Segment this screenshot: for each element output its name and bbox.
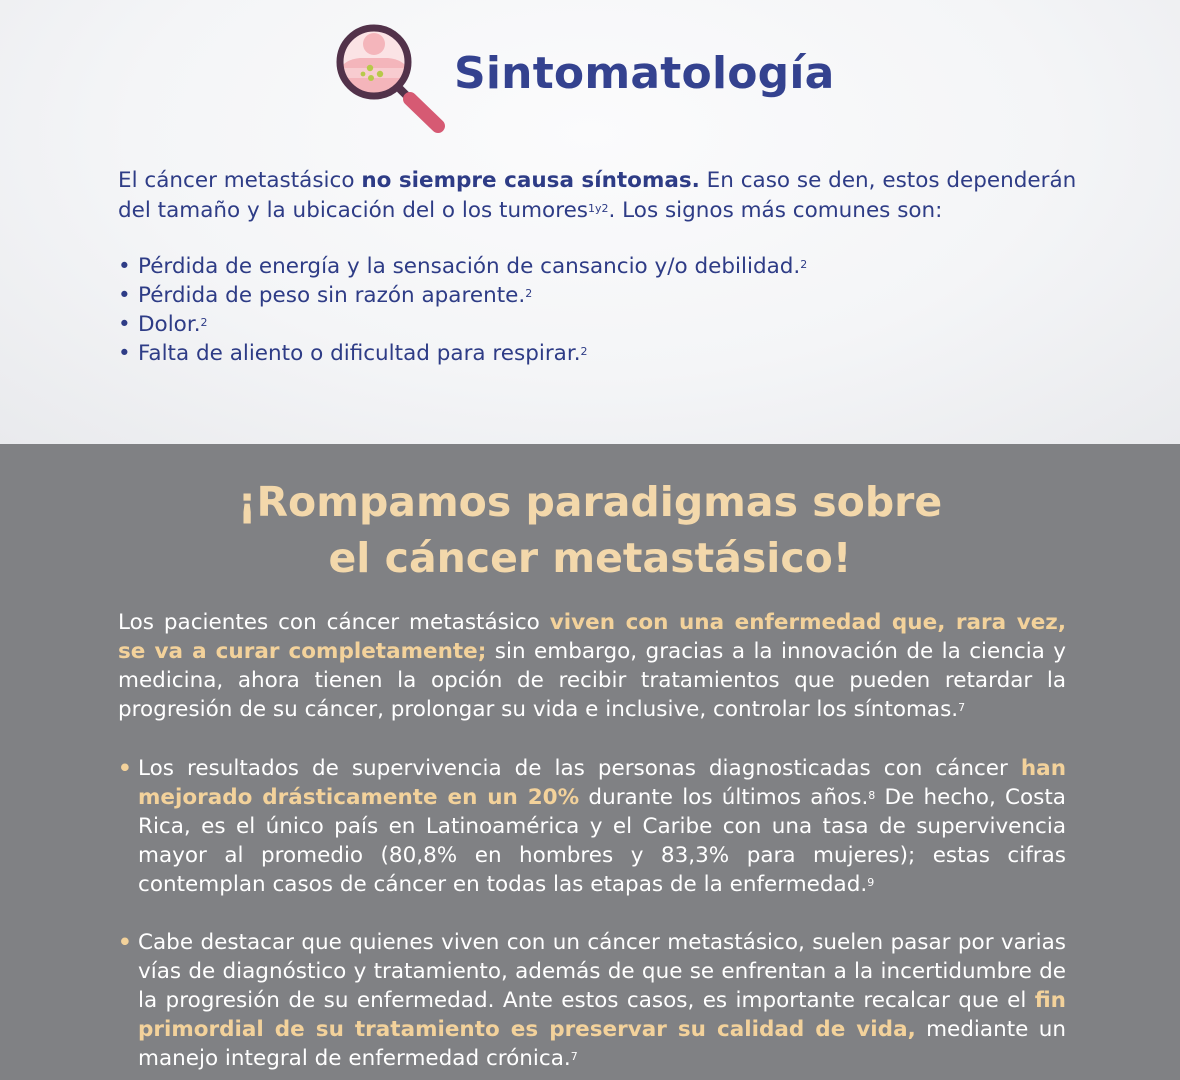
heading-line-2: el cáncer metastásico! bbox=[328, 534, 852, 582]
intro-bold: no siempre causa síntomas. bbox=[361, 168, 700, 193]
intro-text-3: . Los signos más comunes son: bbox=[608, 198, 943, 223]
symptom-text: Pérdida de peso sin razón aparente. bbox=[138, 283, 526, 308]
para-ref: 7 bbox=[958, 701, 966, 714]
paradigms-section bbox=[0, 444, 1180, 1080]
section-heading bbox=[0, 474, 1180, 586]
intro-text-2: En caso se den, estos dependerán del tamaño y la ubicación del o los tumores bbox=[118, 168, 1077, 223]
para-text-2: sin embargo, gracias a la innovación de la ciencia y medicina, ahora tienen la opción de recibir tratamientos que pueden retardar la progresión de su cáncer, prolongar su vida e inclusive, controlar los síntomas. bbox=[118, 639, 1067, 722]
para-highlight: viven con una enfermedad que, rara vez, se va a curar completamente; bbox=[118, 610, 1066, 664]
bullet2-highlight: fin primordial de su tratamiento es preservar su calidad de vida, bbox=[138, 988, 1066, 1042]
para-text-1: Los pacientes con cáncer metastásico bbox=[118, 610, 550, 635]
symptom-ref: 2 bbox=[525, 287, 533, 300]
symptom-text: Falta de aliento o dificultad para respirar. bbox=[138, 341, 581, 366]
bullet-dot: • bbox=[118, 756, 132, 781]
bullet-dot: • bbox=[118, 930, 132, 955]
page-title: Sintomatología bbox=[454, 48, 835, 99]
heading-line-1: ¡Rompamos paradigmas sobre bbox=[237, 478, 943, 526]
magnifier-body-icon bbox=[330, 16, 454, 140]
bullet1-highlight: han mejorado drásticamente en un 20% bbox=[138, 756, 1066, 810]
symptoms-list bbox=[118, 252, 1090, 368]
intro-ref: 1y2 bbox=[588, 202, 609, 215]
list-item bbox=[118, 252, 1090, 281]
paradigms-paragraph bbox=[118, 608, 1066, 724]
survival-bullet bbox=[118, 754, 1066, 899]
list-item bbox=[118, 281, 1090, 310]
intro-paragraph bbox=[118, 166, 1090, 226]
bullet1-text-3: De hecho, Costa Rica, es el único país en Latinoamérica y el Caribe con una tasa de supervivencia mayor al promedio (80,8% en hombres y 83,3% para mujeres); estas cifras contemplan casos de cáncer en todas las etapas de la enfermedad. bbox=[138, 785, 1066, 897]
symptom-text: Dolor. bbox=[138, 312, 201, 337]
symptom-text: Pérdida de energía y la sensación de cansancio y/o debilidad. bbox=[138, 254, 801, 279]
symptoms-section bbox=[0, 0, 1180, 444]
symptom-ref: 2 bbox=[800, 258, 808, 271]
symptom-ref: 2 bbox=[200, 316, 208, 329]
bullet2-ref: 7 bbox=[570, 1050, 578, 1063]
list-item bbox=[118, 310, 1090, 339]
intro-text-1: El cáncer metastásico bbox=[118, 168, 362, 193]
list-item bbox=[118, 339, 1090, 368]
bullet1-text-2: durante los últimos años. bbox=[579, 785, 869, 810]
bullet2-text-2: mediante un manejo integral de enfermedad crónica. bbox=[138, 1017, 1066, 1071]
bullet2-text-1: Cabe destacar que quienes viven con un cáncer metastásico, suelen pasar por varias vías de diagnóstico y tratamiento, además de que se enfrentan a la incertidumbre de la progresión de su enfermedad. Ante estos casos, es importante recalcar que el bbox=[138, 930, 1066, 1013]
bullet1-ref-1: 8 bbox=[868, 789, 876, 802]
bullet1-ref-2: 9 bbox=[867, 876, 875, 889]
bullet1-text-1: Los resultados de supervivencia de las personas diagnosticadas con cáncer bbox=[138, 756, 1021, 781]
treatment-bullet bbox=[118, 928, 1066, 1073]
symptom-ref: 2 bbox=[580, 345, 588, 358]
